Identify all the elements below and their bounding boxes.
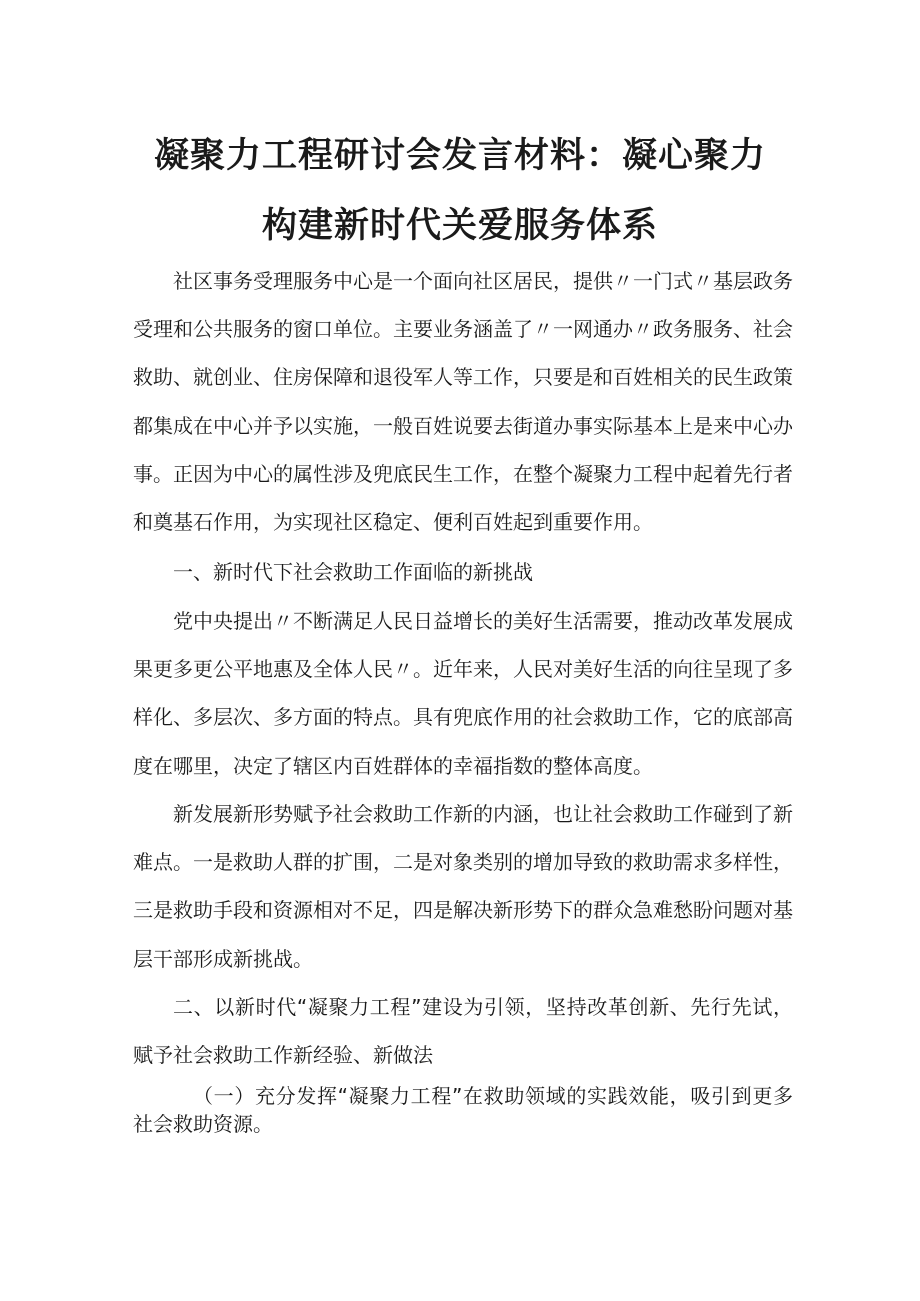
document-title-line-1: 凝聚力工程研讨会发言材料：凝心聚力: [153, 136, 766, 176]
section-heading-2: 二、以新时代“凝聚力工程”建设为引领，坚持改革创新、先行先试，赋予社会救助工作新经验、新做法: [133, 995, 793, 1068]
intro-paragraph: 社区事务受理服务中心是一个面向社区居民，提供〃一门式〃基层政务受理和公共服务的窗口单位。主要业务涵盖了〃一网通办〃政务服务、社会救助、就创业、住房保障和退役军人等工作，只要是和百姓相关的民生政策都集成在中心并予以实施，一般百姓说要去街道办事实际基本上是来中心办事。正因为中心的属性涉及兜底民生工作，在整个凝聚力工程中起着先行者和奠基石作用，为实现社区稳定、便利百姓起到重要作用。: [133, 269, 793, 535]
paragraph-new-challenges: 新发展新形势赋予社会救助工作新的内涵，也让社会救助工作碰到了新难点。一是救助人群的扩围，二是对象类别的增加导致的救助需求多样性，三是救助手段和资源相对不足，四是解决新形势下的群众急难愁盼问题对基层干部形成新挑战。: [133, 802, 793, 971]
section-heading-1: 一、新时代下社会救助工作面临的新挑战: [173, 560, 533, 584]
document-title-line-2: 构建新时代关爱服务体系: [261, 206, 658, 246]
subsection-heading-1: （一）充分发挥“凝聚力工程”在救助领域的实践效能，吸引到更多社会救助资源。: [133, 1084, 793, 1136]
paragraph-central-committee: 党中央提出〃不断满足人民日益增长的美好生活需要，推动改革发展成果更多更公平地惠及全体人民〃。近年来，人民对美好生活的向往呈现了多样化、多层次、多方面的特点。具有兜底作用的社会救助工作，它的底部高度在哪里，决定了辖区内百姓群体的幸福指数的整体高度。: [133, 609, 793, 778]
